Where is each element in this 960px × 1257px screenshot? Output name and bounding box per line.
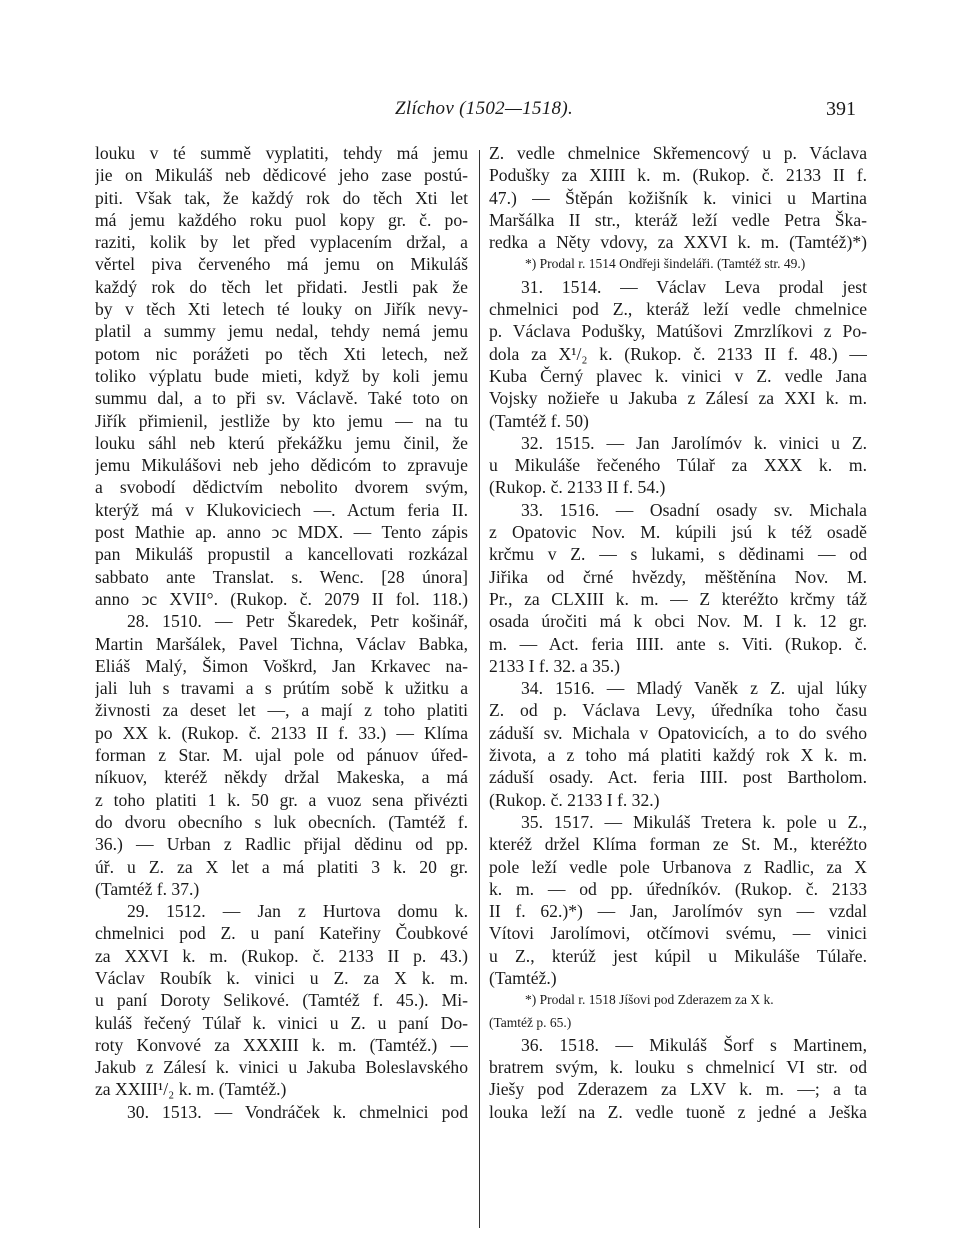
entry-first-line: 34. 1516. — Mladý Vaněk z Z. ujal lúky	[521, 678, 867, 699]
text-line: má jemu každého roku puol kopy gr. č. po-	[95, 209, 468, 230]
running-title: Zlíchov (1502—1518).	[395, 98, 574, 119]
text-line: louku v té summě vyplatiti, tehdy má jemu	[95, 143, 468, 163]
text-line: Eliáš Malý, Šimon Voškrd, Jan Krkavec na-	[95, 655, 468, 676]
text-line: Václav Roubík k. vinici u Z. za X k. m.	[95, 967, 468, 988]
text-line: záduší sv. Michala v Opatovicích, a to do svého	[489, 722, 867, 743]
column-divider	[479, 150, 480, 1228]
entry-first-line: 36. 1518. — Mikuláš Šorf s Martinem,	[521, 1034, 867, 1055]
text-line: bratrem svým, k. louku s chmelnicí VI str. od	[489, 1057, 867, 1078]
text-line: Jiešy pod Zderazem za LXV k. m. —; a ta	[489, 1079, 867, 1100]
text-line: Martin Maršálek, Pavel Tichna, Václav Babka,	[95, 633, 468, 654]
text-line: osada úročiti má k obci Nov. M. I k. 12 gr.	[489, 611, 867, 632]
text-line: dola za X¹/₂ k. (Rukop. č. 2133 II f. 48.) —	[489, 343, 867, 364]
text-line: (Rukop. č. 2133 I f. 32.)	[489, 789, 660, 810]
text-line: po XX k. (Rukop. č. 2133 II f. 33.) — Klíma	[95, 722, 468, 743]
text-line: z toho platiti 1 k. 50 gr. a vuoz sena přivézti	[95, 789, 468, 810]
text-line: forman z Star. M. ujal pole od pánuov úřed-	[95, 745, 468, 766]
text-line: by v těch Xti letech té louky on Jiřík nevy-	[95, 299, 468, 320]
text-line: Kuba Černý plavec k. vinici v Z. vedle Jana	[489, 365, 867, 386]
text-line: níkuov, kteréž někdy držal Makeska, a má	[95, 767, 468, 788]
text-line: p. Václava Podušky, Matúšovi Zmrzlíkovi z Po-	[489, 321, 867, 342]
text-line: úř. u Z. za X let a má platiti 3 k. 20 gr.	[95, 856, 468, 877]
text-line: kuláš řečený Túlař k. vinici u Z. u paní Do-	[95, 1012, 468, 1033]
text-line: života, a z toho má platiti každý rok X k. m.	[489, 745, 867, 766]
text-line: post Mathie ap. anno ↄc MDX. — Tento zápis	[95, 522, 468, 543]
text-line: jali luh s travami a s prútím sobě k užitku a	[95, 678, 468, 699]
text-line: louku sáhl neb kterú překážku jemu činil, že	[95, 432, 468, 453]
text-line: kterýž má v Klukoviciech —. Actum feria II.	[95, 499, 468, 520]
footnote: *) Prodal r. 1518 Jíšovi pod Zderazem za X k.	[525, 992, 774, 1008]
entry-first-line: 29. 1512. — Jan z Hurtova domu k.	[127, 901, 468, 922]
text-line: (Tamtéž f. 50)	[489, 410, 589, 431]
text-line: Maršálka II str., kteráž leží vedle Petra Ška-	[489, 209, 867, 230]
text-line: pan Mikuláš propustil a kancellovati rozkázal	[95, 544, 468, 565]
text-line: redka a Něty vdovy, za XXVI k. m. (Tamtéž)*)	[489, 232, 867, 253]
entry-first-line: 32. 1515. — Jan Jarolímóv k. vinici u Z.	[521, 432, 867, 453]
page-number: 391	[826, 98, 856, 120]
text-line: louka leží na Z. vedle tuoně z jedné a Ješka	[489, 1101, 867, 1122]
entry-first-line: 30. 1513. — Vondráček k. chmelnici pod	[127, 1101, 468, 1122]
text-line: Z. od p. Václava Levy, úředníka toho času	[489, 700, 867, 721]
text-line: sabbato ante Translat. s. Wenc. [28 února]	[95, 566, 468, 587]
text-line: jemu Mikulášovi neb jeho dědicóm to zpravuje	[95, 455, 468, 476]
text-line: živnosti za deset let —, a mají z toho platiti	[95, 700, 468, 721]
text-line: za XXVI k. m. (Rukop. č. 2133 II p. 43.)	[95, 945, 468, 966]
text-line: záduší osady. Act. feria IIII. post Bartholom.	[489, 767, 867, 788]
text-line: piti. Však tak, že každý rok do těch Xti let	[95, 187, 468, 208]
text-line: Pr., za CLXIII k. m. — Z kteréžto krčmy táž	[489, 588, 867, 609]
entry-first-line: 31. 1514. — Václav Leva prodal jest	[521, 276, 867, 297]
text-line: Jiřík přimienil, jestliže by kto jemu — na tu	[95, 410, 468, 431]
entry-first-line: 35. 1517. — Mikuláš Tretera k. pole u Z.,	[521, 811, 867, 832]
text-line: (Tamtéž.)	[489, 967, 557, 988]
text-line: platil a summy jemu nedal, tehdy nemá jemu	[95, 321, 468, 342]
footnote: *) Prodal r. 1514 Ondřeji šindeláři. (Tamtéž str. 49.)	[525, 256, 806, 272]
text-line: Vojsky nožieře u Jakuba z Zálesí za XXI k. m.	[489, 388, 867, 409]
text-line: (Rukop. č. 2133 II f. 54.)	[489, 477, 666, 498]
left-text-column	[95, 142, 468, 1123]
text-line: 2133 I f. 32. a 35.)	[489, 655, 620, 676]
text-line: pole leží vedle pole Urbanova z Radlic, za X	[489, 856, 867, 877]
text-line: roty Konvové za XXXIII k. m. (Tamtéž.) —	[95, 1034, 468, 1055]
text-line: u Z., kterúž jest kúpil u Mikuláše Túlaře.	[489, 945, 867, 966]
text-line: raziti, kolik by let před vyplacením držal, a	[95, 232, 468, 253]
text-line: 47.) — Štěpán kožišník k. vinici u Martina	[489, 187, 867, 208]
text-line: Jakub z Zálesí k. vinici u Jakuba Boleslavského	[95, 1057, 468, 1078]
text-line: Podušky za XIIII k. m. (Rukop. č. 2133 II f.	[489, 165, 867, 186]
text-line: k. m. — od pp. úředníkóv. (Rukop. č. 2133	[489, 878, 867, 899]
entry-first-line: 28. 1510. — Petr Škaredek, Petr košinář,	[127, 611, 468, 632]
text-line: za XXIII¹/₂ k. m. (Tamtéž.)	[95, 1079, 287, 1100]
text-line: každý rok do těch let přidati. Jestli pak že	[95, 276, 468, 297]
text-line: (Tamtéž f. 37.)	[95, 878, 200, 899]
text-line: chmelnici pod Z., kteráž leží vedle chmelnice	[489, 299, 867, 320]
text-line: kteréž držel Klíma forman ze St. M., kteréžto	[489, 834, 867, 855]
text-line: potom nic porážeti po těch Xti letech, než	[95, 343, 468, 364]
text-line: u Mikuláše řečeného Túlař za XXX k. m.	[489, 455, 867, 476]
text-line: věrtel piva červeného má jemu on Mikuláš	[95, 254, 468, 275]
text-line: Z. vedle chmelnice Skřemencový u p. Václava	[489, 143, 867, 163]
text-line: a svobodí dědictvím nebolito dvorem svým,	[95, 477, 468, 498]
text-line: Jiřika od črné hvězdy, měštěnína Nov. M.	[489, 566, 867, 587]
text-line: do dvoru obecního s luk obecních. (Tamtéž f.	[95, 811, 468, 832]
text-line: jie on Mikuláš neb dědicové jeho zase postú-	[95, 165, 468, 186]
text-line: anno ↄc XVII°. (Rukop. č. 2079 II fol. 118.)	[95, 588, 468, 609]
text-line: chmelnici pod Z. u paní Kateřiny Čoubkové	[95, 923, 468, 944]
entry-first-line: 33. 1516. — Osadní osady sv. Michala	[521, 499, 867, 520]
text-line: summu dal, a to při sv. Václavě. Také toto on	[95, 388, 468, 409]
text-line: u paní Doroty Selikové. (Tamtéž f. 45.). Mi-	[95, 990, 468, 1011]
text-line: z Opatovic Nov. M. kúpili jsú k též osadě	[489, 522, 867, 543]
text-line: 36.) — Urban z Radlic přijal dědinu od pp.	[95, 834, 468, 855]
text-line: II f. 62.)*) — Jan, Jarolímóv syn — vzdal	[489, 901, 867, 922]
right-text-column	[489, 142, 867, 1123]
text-line: m. — Act. feria IIII. ante s. Viti. (Rukop. č.	[489, 633, 867, 654]
text-line: toliko výplatu bude mieti, když by koli jemu	[95, 365, 468, 386]
text-line: Vítovi Jarolímovi, otčímovi svému, — vinici	[489, 923, 867, 944]
text-line: krčmu v Z. — s lukami, s dědinami — od	[489, 544, 867, 565]
footnote-continuation: (Tamtéž p. 65.)	[489, 1014, 572, 1030]
